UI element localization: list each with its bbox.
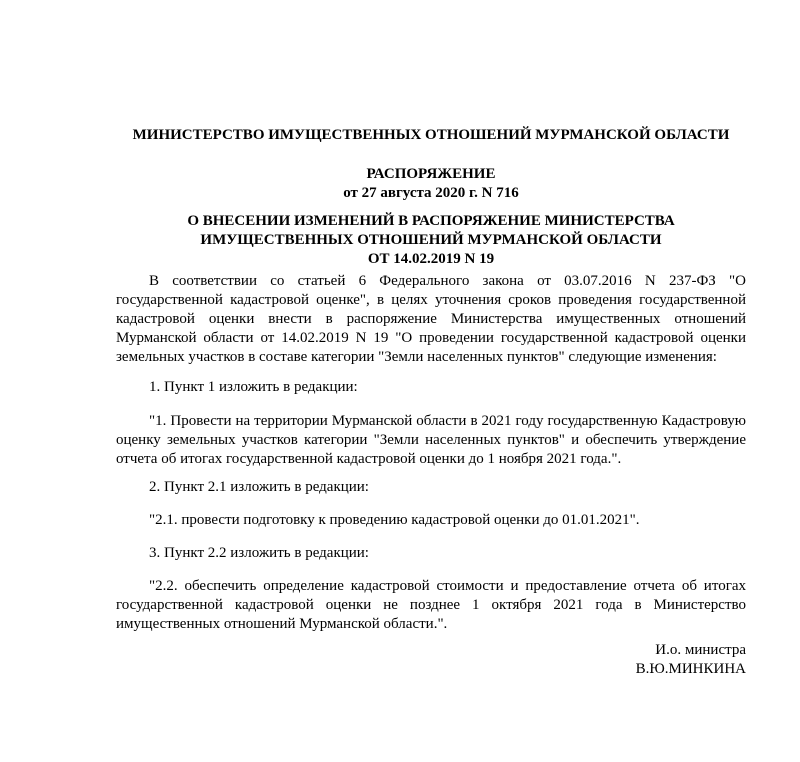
document-type: РАСПОРЯЖЕНИЕ: [366, 166, 496, 182]
signatory-position: И.о. министра: [655, 642, 746, 658]
document-page: [116, 0, 746, 762]
item3-text: [116, 577, 746, 634]
item1-text: [116, 412, 746, 469]
intro-line: земельных участков в составе категории "Земли населенных пунктов" следующие изменения:: [116, 349, 717, 365]
document-title: [116, 212, 746, 269]
title-line: ИМУЩЕСТВЕННЫХ ОТНОШЕНИЙ МУРМАНСКОЙ ОБЛАСТИ: [200, 232, 662, 248]
item1-line: оценку земельных участков категории "Земли населенных пунктов" и обеспечить утверждение: [116, 432, 746, 448]
signature-block: [636, 641, 746, 679]
item1-heading: 1. Пункт 1 изложить в редакции:: [149, 379, 358, 395]
item3-heading: 3. Пункт 2.2 изложить в редакции:: [149, 545, 369, 561]
item3-line: имущественных отношений Мурманской области.".: [116, 616, 448, 632]
title-line: О ВНЕСЕНИИ ИЗМЕНЕНИЙ В РАСПОРЯЖЕНИЕ МИНИСТЕРСТВА: [187, 213, 675, 229]
item2-heading: 2. Пункт 2.1 изложить в редакции:: [149, 479, 369, 495]
title-line: ОТ 14.02.2019 N 19: [367, 251, 495, 267]
intro-line: государственной кадастровой оценке", в целях уточнения сроков проведения государственной: [116, 292, 746, 308]
item3-line: "2.2. обеспечить определение кадастровой стоимости и предоставление отчета об итогах: [149, 578, 746, 594]
signatory-name: В.Ю.МИНКИНА: [635, 661, 746, 677]
ministry-name: МИНИСТЕРСТВО ИМУЩЕСТВЕННЫХ ОТНОШЕНИЙ МУРМАНСКОЙ ОБЛАСТИ: [132, 127, 730, 143]
intro-line: В соответствии со статьей 6 Федерального закона от 03.07.2016 N 237-ФЗ "О: [149, 273, 746, 289]
item3-line: государственной кадастровой оценки не позднее 1 октября 2021 года в Министерство: [116, 597, 746, 613]
item1-line: "1. Провести на территории Мурманской области в 2021 году государственную Кадастровую: [149, 413, 746, 429]
intro-paragraph: [116, 272, 746, 367]
intro-line: кадастровой оценки внести в распоряжение Министерства имущественных отношений: [116, 311, 746, 327]
ministry-header: [116, 126, 746, 145]
item1-line: отчета об итогах государственной кадастровой оценки до 1 ноября 2021 года.".: [116, 451, 622, 467]
decree-heading: [116, 165, 746, 203]
item2-text: "2.1. провести подготовку к проведению кадастровой оценки до 01.01.2021".: [149, 512, 640, 528]
intro-line: Мурманской области от 14.02.2019 N 19 "О проведении государственной кадастровой оценки: [116, 330, 746, 346]
document-date-number: от 27 августа 2020 г. N 716: [343, 185, 519, 201]
